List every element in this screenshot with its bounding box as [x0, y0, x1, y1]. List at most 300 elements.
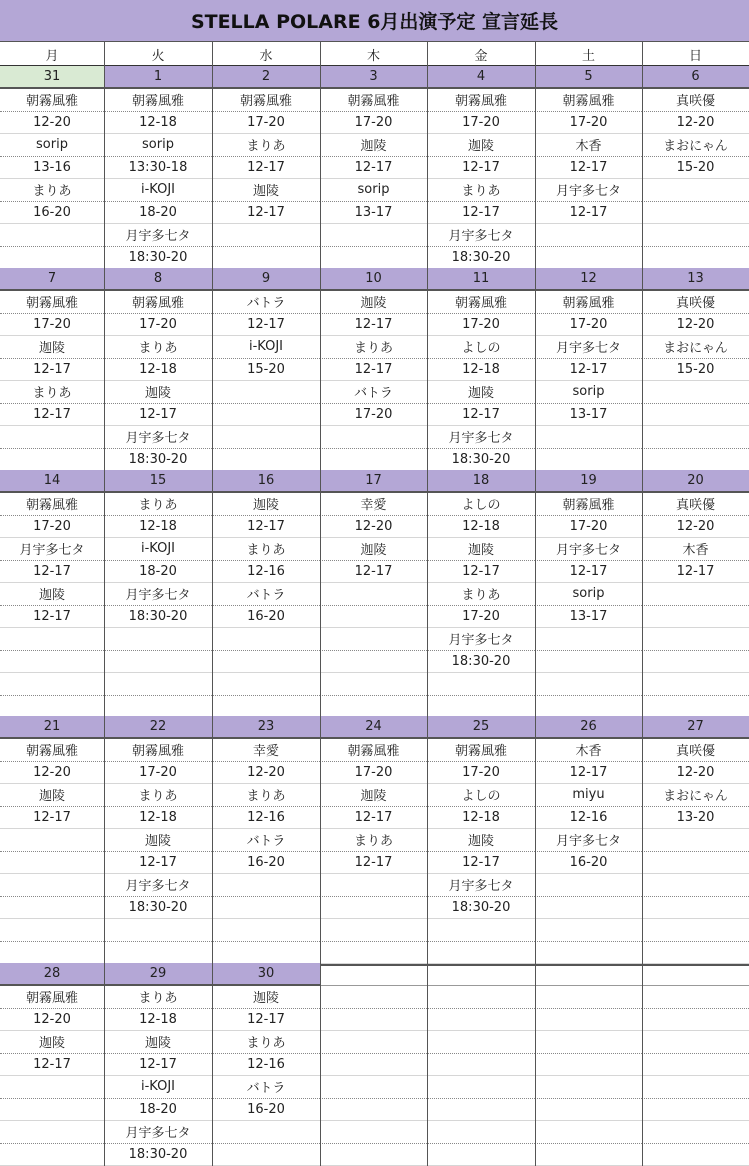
day-cell-29: [104, 963, 212, 1166]
day-cell-15: [104, 470, 212, 718]
empty-slot: [642, 852, 749, 875]
column-divider: [642, 66, 643, 269]
performance-time: 17-20: [0, 314, 104, 337]
performance-time: 12-17: [320, 807, 427, 830]
performance-time: 12-17: [212, 516, 320, 539]
empty-slot: [104, 919, 212, 942]
empty-slot: [212, 696, 320, 719]
day-number: 25: [427, 716, 535, 739]
performance-time: 17-20: [535, 516, 642, 539]
performance-time: 16-20: [212, 1099, 320, 1122]
empty-slot: [104, 651, 212, 674]
empty-slot: [212, 628, 320, 651]
performance-time: 17-20: [427, 606, 535, 629]
performer-name: 朝霧風雅: [212, 89, 320, 112]
day-number: 4: [427, 66, 535, 89]
day-cell-4: [427, 66, 535, 269]
performer-name: 迦陵: [320, 291, 427, 314]
day-cell-30: [212, 963, 320, 1166]
performer-name: sorip: [104, 134, 212, 157]
day-cell-25: [427, 716, 535, 964]
day-number: 2: [212, 66, 320, 89]
empty-slot: [0, 651, 104, 674]
performance-time: 12-20: [642, 112, 749, 135]
performer-name: 朝霧風雅: [0, 739, 104, 762]
performance-time: 12-17: [212, 157, 320, 180]
performance-time: 12-17: [212, 314, 320, 337]
column-divider: [642, 963, 643, 1166]
performance-time: 12-17: [535, 561, 642, 584]
empty-slot: [104, 673, 212, 696]
performance-time: 16-20: [535, 852, 642, 875]
day-number: 1: [104, 66, 212, 89]
day-number: 30: [212, 963, 320, 986]
column-divider: [427, 66, 428, 269]
performer-name: まりあ: [104, 493, 212, 516]
performer-name: まりあ: [320, 336, 427, 359]
column-divider: [212, 470, 213, 718]
performance-time: 12-20: [0, 762, 104, 785]
performance-time: 13-20: [642, 807, 749, 830]
performer-name: 木香: [535, 739, 642, 762]
weekday-sun: 日: [642, 42, 749, 66]
empty-slot: [320, 1031, 427, 1054]
column-divider: [104, 470, 105, 718]
empty-slot: [427, 1009, 535, 1032]
empty-slot: [212, 673, 320, 696]
performer-name: よしの: [427, 784, 535, 807]
performance-time: 12-16: [212, 561, 320, 584]
day-cell-11: [427, 268, 535, 471]
performance-time: 12-17: [642, 561, 749, 584]
empty-slot: [0, 1076, 104, 1099]
performance-time: 12-16: [535, 807, 642, 830]
performance-time: 17-20: [427, 112, 535, 135]
performance-time: 12-17: [535, 359, 642, 382]
empty-slot: [320, 874, 427, 897]
performer-name: 朝霧風雅: [0, 89, 104, 112]
performance-time: 18-20: [104, 561, 212, 584]
performer-name: sorip: [320, 179, 427, 202]
day-cell-20: [642, 470, 749, 718]
performer-name: 朝霧風雅: [320, 89, 427, 112]
column-divider: [104, 268, 105, 471]
empty-slot: [642, 1031, 749, 1054]
empty-slot: [642, 1099, 749, 1122]
performer-name: 朝霧風雅: [0, 986, 104, 1009]
performance-time: 16-20: [212, 606, 320, 629]
performer-name: 迦陵: [0, 336, 104, 359]
performance-time: 12-17: [535, 157, 642, 180]
performance-time: 12-17: [320, 561, 427, 584]
performer-name: 真咲優: [642, 89, 749, 112]
empty-slot: [642, 449, 749, 472]
performer-name: 朝霧風雅: [104, 291, 212, 314]
performance-time: 12-17: [212, 1009, 320, 1032]
day-number: 8: [104, 268, 212, 291]
day-number: 12: [535, 268, 642, 291]
day-number: 26: [535, 716, 642, 739]
empty-slot: [320, 449, 427, 472]
performer-name: 迦陵: [104, 829, 212, 852]
empty-slot: [642, 224, 749, 247]
performance-time: 18:30-20: [104, 449, 212, 472]
performer-name: まりあ: [212, 784, 320, 807]
performer-name: よしの: [427, 336, 535, 359]
day-cell-19: [535, 470, 642, 718]
empty-slot: [104, 942, 212, 965]
empty-slot: [535, 897, 642, 920]
empty-slot: [0, 1121, 104, 1144]
day-number: 5: [535, 66, 642, 89]
empty-slot: [320, 606, 427, 629]
empty-slot: [642, 651, 749, 674]
day-number: 19: [535, 470, 642, 493]
performer-name: まりあ: [212, 538, 320, 561]
empty-slot: [642, 202, 749, 225]
day-number: 14: [0, 470, 104, 493]
performer-name: i-KOJI: [212, 336, 320, 359]
performer-name: 朝霧風雅: [535, 89, 642, 112]
performer-name: 幸愛: [320, 493, 427, 516]
day-cell-3: [320, 66, 427, 269]
performance-time: 12-17: [104, 852, 212, 875]
performer-name: 迦陵: [0, 583, 104, 606]
day-cell-10: [320, 268, 427, 471]
empty-slot: [0, 247, 104, 270]
empty-slot: [0, 426, 104, 449]
empty-slot: [212, 449, 320, 472]
performance-time: 12-17: [0, 807, 104, 830]
empty-slot: [104, 696, 212, 719]
performance-time: 12-17: [535, 762, 642, 785]
performance-time: 13-17: [535, 606, 642, 629]
performance-time: 12-17: [427, 157, 535, 180]
performance-time: 12-17: [320, 852, 427, 875]
weekday-sat: 土: [535, 42, 642, 66]
empty-slot: [320, 651, 427, 674]
empty-slot: [212, 224, 320, 247]
empty-slot: [535, 1031, 642, 1054]
performance-time: 12-18: [427, 516, 535, 539]
performer-name: まりあ: [212, 1031, 320, 1054]
weekday-tue: 火: [104, 42, 212, 66]
empty-slot: [535, 1054, 642, 1077]
empty-slot: [642, 606, 749, 629]
column-divider: [104, 716, 105, 964]
performance-time: 12-17: [535, 202, 642, 225]
performer-name: 迦陵: [320, 784, 427, 807]
empty-slot: [320, 247, 427, 270]
performance-time: 17-20: [427, 314, 535, 337]
empty-slot: [535, 942, 642, 965]
day-number: 22: [104, 716, 212, 739]
empty-slot: [535, 986, 642, 1009]
day-cell-24: [320, 716, 427, 964]
performer-name: 迦陵: [104, 1031, 212, 1054]
performance-time: 17-20: [104, 762, 212, 785]
performance-time: 18:30-20: [104, 247, 212, 270]
performance-time: 18:30-20: [427, 247, 535, 270]
performance-time: 12-18: [427, 807, 535, 830]
empty-slot: [427, 1076, 535, 1099]
empty-slot: [212, 942, 320, 965]
performance-time: 12-16: [212, 1054, 320, 1077]
performer-name: 朝霧風雅: [320, 739, 427, 762]
performer-name: まりあ: [212, 134, 320, 157]
performer-name: i-KOJI: [104, 1076, 212, 1099]
performer-name: まりあ: [104, 336, 212, 359]
performer-name: よしの: [427, 493, 535, 516]
day-cell-22: [104, 716, 212, 964]
empty-slot: [535, 426, 642, 449]
column-divider: [104, 66, 105, 269]
column-divider: [212, 963, 213, 1166]
performer-name: 迦陵: [320, 134, 427, 157]
column-divider: [104, 42, 105, 66]
day-cell-12: [535, 268, 642, 471]
day-number: 18: [427, 470, 535, 493]
empty-slot: [535, 247, 642, 270]
performer-name: 朝霧風雅: [427, 291, 535, 314]
empty-slot: [104, 628, 212, 651]
performance-time: 15-20: [642, 359, 749, 382]
performance-time: 13:30-18: [104, 157, 212, 180]
performance-time: 12-17: [427, 561, 535, 584]
day-cell-7: [0, 268, 104, 471]
empty-slot: [320, 1121, 427, 1144]
performance-time: 17-20: [535, 314, 642, 337]
empty-slot: [535, 628, 642, 651]
performance-time: 12-20: [320, 516, 427, 539]
performance-time: 12-18: [104, 359, 212, 382]
empty-slot: [0, 919, 104, 942]
day-number: 11: [427, 268, 535, 291]
performance-time: 12-17: [427, 404, 535, 427]
performer-name: 朝霧風雅: [104, 739, 212, 762]
performer-name: 月宇多七タ: [427, 224, 535, 247]
performer-name: 木香: [535, 134, 642, 157]
performance-time: 12-16: [212, 807, 320, 830]
performer-name: 迦陵: [212, 493, 320, 516]
performance-time: 12-18: [104, 1009, 212, 1032]
empty-slot: [535, 696, 642, 719]
performer-name: まりあ: [104, 986, 212, 1009]
performer-name: 月宇多七タ: [535, 829, 642, 852]
performance-time: 13-17: [320, 202, 427, 225]
empty-slot: [427, 1031, 535, 1054]
empty-slot: [427, 1054, 535, 1077]
day-number: 17: [320, 470, 427, 493]
performer-name: 迦陵: [0, 1031, 104, 1054]
performance-time: 15-20: [212, 359, 320, 382]
performer-name: 月宇多七タ: [535, 179, 642, 202]
day-number: 13: [642, 268, 749, 291]
performer-name: 迦陵: [104, 381, 212, 404]
page-title: STELLA POLARE 6月出演予定 宣言延長: [0, 0, 749, 42]
empty-slot: [642, 897, 749, 920]
column-divider: [642, 716, 643, 964]
empty-slot: [212, 919, 320, 942]
day-cell-31: [0, 66, 104, 269]
day-number: 28: [0, 963, 104, 986]
empty-slot: [320, 986, 427, 1009]
empty-slot: [0, 449, 104, 472]
empty-slot: [0, 829, 104, 852]
performer-name: 月宇多七タ: [535, 336, 642, 359]
performance-time: 18:30-20: [104, 897, 212, 920]
empty-slot: [0, 1099, 104, 1122]
performer-name: バトラ: [212, 291, 320, 314]
empty-slot: [642, 829, 749, 852]
performance-time: 13-17: [535, 404, 642, 427]
day-cell-21: [0, 716, 104, 964]
day-cell-empty: [320, 963, 427, 1166]
empty-slot: [642, 942, 749, 965]
weekday-fri: 金: [427, 42, 535, 66]
column-divider: [104, 963, 105, 1166]
performer-name: 月宇多七タ: [0, 538, 104, 561]
performance-time: 17-20: [320, 112, 427, 135]
performer-name: miyu: [535, 784, 642, 807]
empty-slot: [535, 1076, 642, 1099]
day-number: 21: [0, 716, 104, 739]
day-cell-13: [642, 268, 749, 471]
week-row: [0, 716, 749, 964]
empty-slot: [0, 224, 104, 247]
performer-name: まりあ: [0, 179, 104, 202]
empty-slot: [535, 1099, 642, 1122]
column-divider: [535, 268, 536, 471]
performer-name: まおにゃん: [642, 784, 749, 807]
empty-slot: [320, 1009, 427, 1032]
column-divider: [320, 470, 321, 718]
day-cell-9: [212, 268, 320, 471]
performance-time: 12-18: [104, 807, 212, 830]
column-divider: [535, 66, 536, 269]
empty-slot: [320, 1054, 427, 1077]
empty-slot: [427, 696, 535, 719]
performer-name: sorip: [535, 381, 642, 404]
empty-slot: [535, 651, 642, 674]
performer-name: バトラ: [212, 829, 320, 852]
performer-name: まおにゃん: [642, 134, 749, 157]
performer-name: バトラ: [212, 583, 320, 606]
day-number: 24: [320, 716, 427, 739]
performance-time: 12-17: [0, 1054, 104, 1077]
performer-name: 月宇多七タ: [104, 426, 212, 449]
performer-name: 月宇多七タ: [427, 628, 535, 651]
day-number: 3: [320, 66, 427, 89]
empty-slot: [642, 673, 749, 696]
performer-name: 迦陵: [427, 538, 535, 561]
performer-name: 月宇多七タ: [427, 874, 535, 897]
day-number: 20: [642, 470, 749, 493]
empty-slot: [212, 247, 320, 270]
performer-name: 月宇多七タ: [104, 224, 212, 247]
day-cell-27: [642, 716, 749, 964]
day-number-empty: [320, 963, 427, 986]
empty-slot: [535, 449, 642, 472]
day-number: 10: [320, 268, 427, 291]
column-divider: [320, 716, 321, 964]
performance-time: 15-20: [642, 157, 749, 180]
performer-name: 朝霧風雅: [535, 291, 642, 314]
performer-name: 迦陵: [0, 784, 104, 807]
empty-slot: [642, 426, 749, 449]
performance-time: 18:30-20: [427, 651, 535, 674]
empty-slot: [0, 673, 104, 696]
column-divider: [320, 42, 321, 66]
performer-name: 幸愛: [212, 739, 320, 762]
performance-time: 18:30-20: [427, 897, 535, 920]
day-cell-empty: [427, 963, 535, 1166]
empty-slot: [642, 919, 749, 942]
day-number-empty: [427, 963, 535, 986]
column-divider: [642, 42, 643, 66]
day-cell-28: [0, 963, 104, 1166]
performer-name: i-KOJI: [104, 179, 212, 202]
performer-name: 迦陵: [212, 179, 320, 202]
performer-name: 迦陵: [427, 134, 535, 157]
column-divider: [212, 42, 213, 66]
performance-time: 13-16: [0, 157, 104, 180]
empty-slot: [642, 1009, 749, 1032]
day-cell-1: [104, 66, 212, 269]
empty-slot: [212, 426, 320, 449]
empty-slot: [212, 381, 320, 404]
weekday-header-row: [0, 42, 749, 66]
column-divider: [535, 963, 536, 1166]
empty-slot: [0, 874, 104, 897]
day-cell-16: [212, 470, 320, 718]
performance-time: 12-20: [212, 762, 320, 785]
performance-time: 12-17: [320, 359, 427, 382]
performance-time: 12-18: [104, 516, 212, 539]
day-cell-18: [427, 470, 535, 718]
empty-slot: [535, 224, 642, 247]
empty-slot: [427, 1099, 535, 1122]
performance-time: 12-17: [104, 1054, 212, 1077]
performer-name: 月宇多七タ: [104, 1121, 212, 1144]
weekday-wed: 水: [212, 42, 320, 66]
column-divider: [320, 66, 321, 269]
performance-time: 18:30-20: [104, 1144, 212, 1166]
performer-name: sorip: [535, 583, 642, 606]
performer-name: i-KOJI: [104, 538, 212, 561]
empty-slot: [320, 897, 427, 920]
performance-time: 12-17: [212, 202, 320, 225]
empty-slot: [320, 224, 427, 247]
performance-time: 12-17: [0, 359, 104, 382]
empty-slot: [212, 897, 320, 920]
column-divider: [320, 268, 321, 471]
performance-time: 17-20: [0, 516, 104, 539]
empty-slot: [0, 696, 104, 719]
empty-slot: [427, 919, 535, 942]
column-divider: [427, 42, 428, 66]
performer-name: まおにゃん: [642, 336, 749, 359]
performer-name: まりあ: [104, 784, 212, 807]
empty-slot: [320, 696, 427, 719]
week-row: [0, 963, 749, 1166]
column-divider: [535, 42, 536, 66]
empty-slot: [642, 1076, 749, 1099]
empty-slot: [320, 942, 427, 965]
empty-slot: [642, 874, 749, 897]
column-divider: [535, 716, 536, 964]
performance-time: 16-20: [212, 852, 320, 875]
